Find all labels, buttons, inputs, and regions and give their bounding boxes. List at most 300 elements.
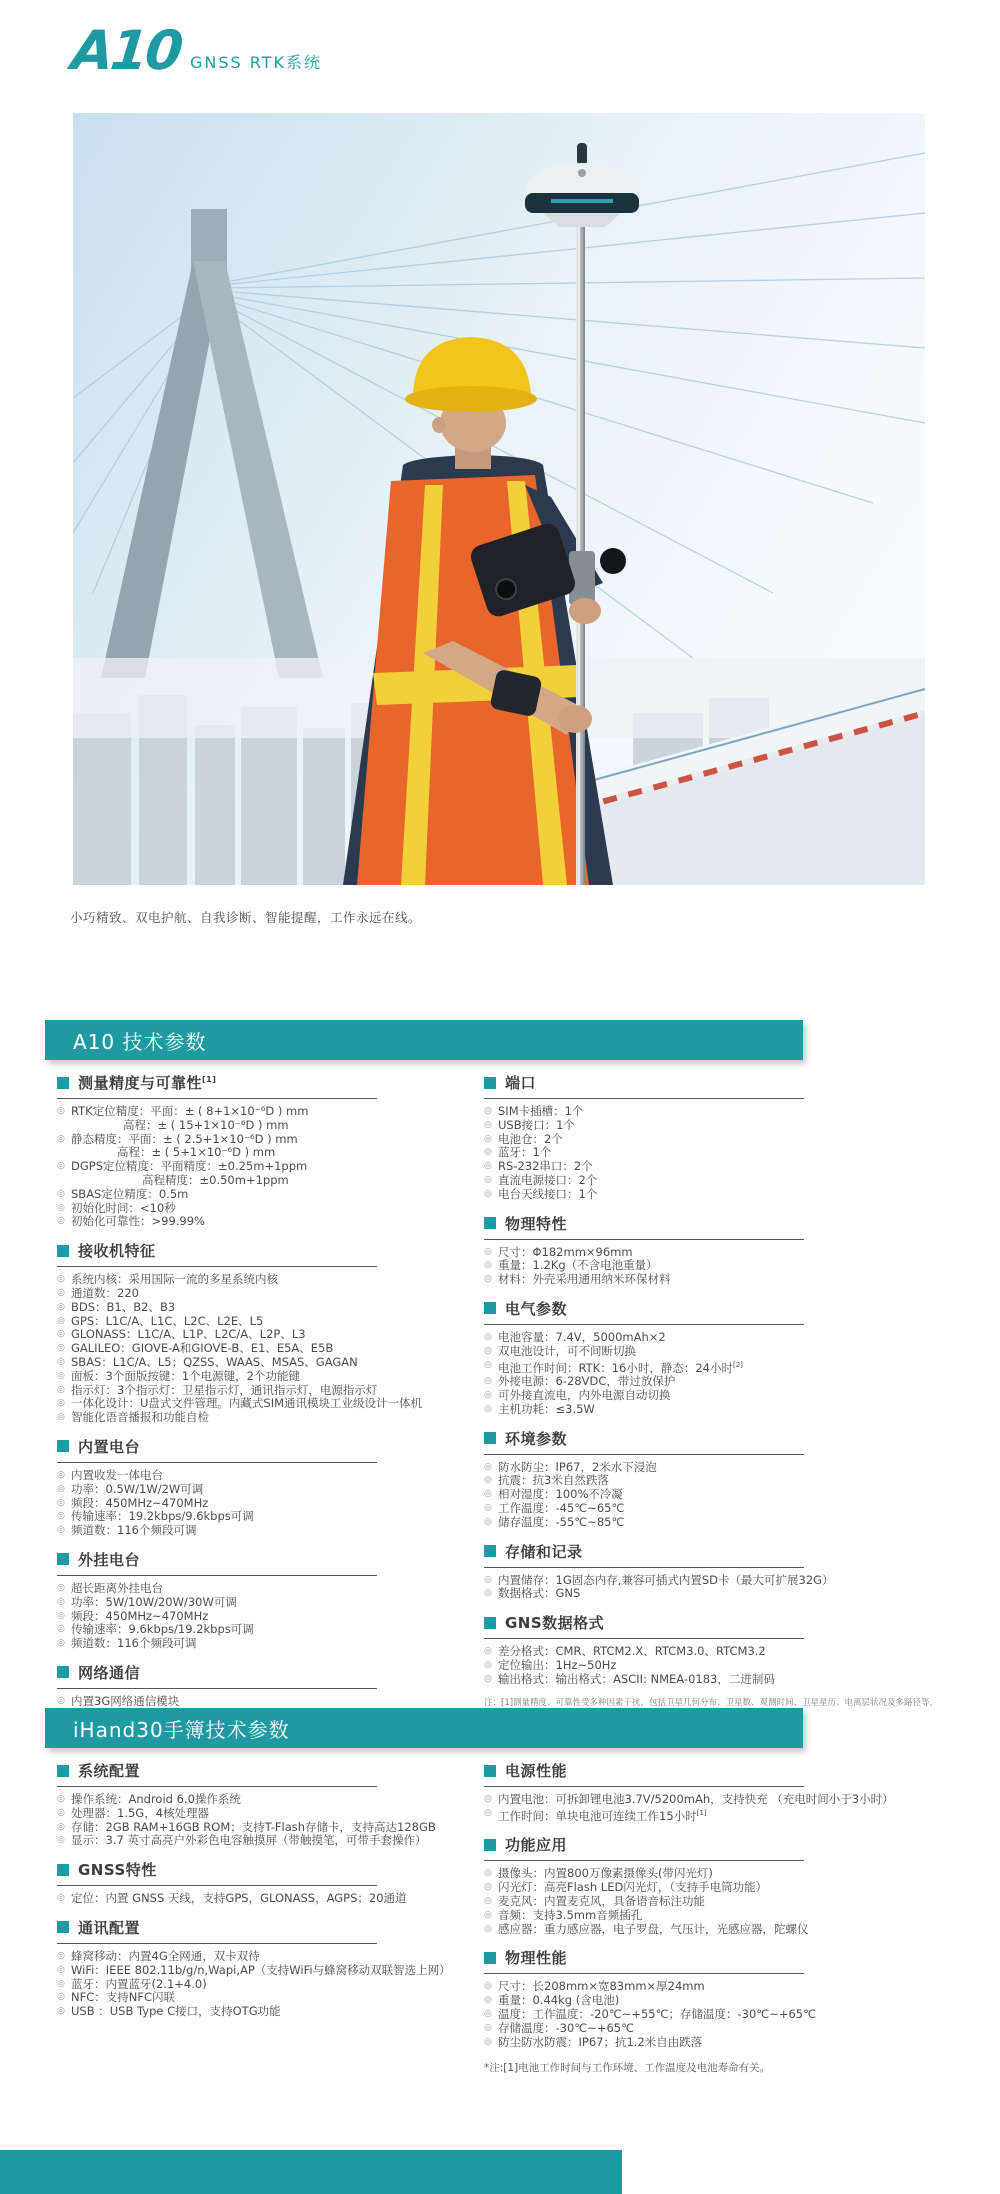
spec-item	[57, 1637, 487, 1651]
section-header	[484, 1834, 804, 1861]
section-marker-icon	[57, 1553, 69, 1565]
section-marker-icon	[57, 1440, 69, 1452]
bullet-icon: ◎	[57, 1202, 65, 1213]
bullet-icon: ◎	[57, 2006, 65, 2017]
spec-section	[484, 1947, 914, 2049]
bullet-icon: ◎	[484, 2022, 492, 2033]
section-header	[484, 1428, 804, 1455]
bullet-icon: ◎	[484, 1119, 492, 1130]
bullet-icon: ◎	[484, 1274, 492, 1285]
bullet-icon: ◎	[484, 1868, 492, 1879]
section-header	[484, 1947, 804, 1974]
bullet-icon: ◎	[57, 1398, 65, 1409]
spec-item	[484, 1146, 914, 1160]
section-marker-icon	[57, 1245, 69, 1257]
spec-item-list	[484, 1331, 914, 1417]
bullet-icon: ◎	[57, 1216, 65, 1227]
section-header	[484, 1298, 804, 1325]
bullet-icon: ◎	[57, 1188, 65, 1199]
spec-item	[57, 1793, 487, 1807]
spec-item: ◎ 电池工作时间：RTK：16小时，静态：24小时[2]	[484, 1359, 743, 1375]
spec-item	[484, 1246, 914, 1260]
spec-item-text: 尺寸：长208mm×宽83mm×厚24mm	[498, 1979, 705, 1994]
bullet-icon: ◎	[57, 1610, 65, 1621]
section-title: 内置电台	[78, 1437, 141, 1456]
spec-item-text: 系统内核：采用国际一流的多星系统内核	[71, 1272, 278, 1287]
spec-item-text: 传输速率：19.2kbps/9.6kbps可调	[71, 1509, 254, 1524]
bullet-icon: ◎	[57, 1384, 65, 1395]
section-header	[57, 1917, 377, 1944]
spec-item	[57, 1821, 487, 1835]
spec-item	[484, 1502, 914, 1516]
section-marker-icon	[57, 1765, 69, 1777]
spec-item-text: DGPS定位精度：平面精度：±0.25m+1ppm	[71, 1159, 308, 1174]
spec-item	[484, 1895, 914, 1909]
section-header	[484, 1612, 804, 1639]
spec-item-text: 双电池设计，可不间断切换	[498, 1343, 636, 1358]
spec-item-text: 存储：2GB RAM+16GB ROM；支持T-Flash存储卡，支持高达128GB	[71, 1819, 436, 1834]
section-title: GNS数据格式	[505, 1614, 605, 1633]
spec-item-text: 材料：外壳采用通用纳米环保材料	[498, 1272, 671, 1287]
spec-item	[484, 1345, 914, 1359]
spec-item	[484, 1923, 914, 1937]
footnote: *注:[1]电池工作时间与工作环境、工作温度及电池寿命有关。	[484, 2062, 771, 2075]
spec-section	[57, 1917, 487, 2019]
bullet-icon: ◎	[57, 1356, 65, 1367]
spec-section	[484, 1213, 914, 1287]
spec-item-text: 摄像头：内置800万像素摄像头(带闪光灯)	[498, 1866, 713, 1881]
spec-item	[57, 1497, 487, 1511]
section-marker-icon	[484, 1765, 496, 1777]
bullet-icon: ◎	[484, 1923, 492, 1934]
spec-item	[484, 1994, 914, 2008]
spec-item-text: 电台天线接口：1个	[498, 1186, 598, 1201]
bullet-icon: ◎	[484, 1246, 492, 1257]
spec-item-text: 高程精度：±0.50m+1ppm	[142, 1172, 289, 1187]
spec-item	[57, 1215, 487, 1229]
spec-item-text: BDS：B1、B2、B3	[71, 1299, 176, 1314]
bullet-icon: ◎	[57, 1370, 65, 1381]
footer-accent-bar	[0, 2150, 622, 2194]
section-marker-icon	[484, 1839, 496, 1851]
spec-item-text: 定位输出：1Hz~50Hz	[498, 1657, 617, 1672]
spec-item	[57, 1469, 487, 1483]
section-title: 存储和记录	[505, 1542, 583, 1561]
bullet-icon: ◎	[484, 1133, 492, 1144]
bullet-icon: ◎	[57, 1469, 65, 1480]
spec-item-list	[484, 1246, 914, 1287]
section-title: 物理特性	[505, 1214, 568, 1233]
spec-item	[484, 1516, 914, 1530]
section-title: 外挂电台	[78, 1550, 141, 1569]
spec-item-text: 传输速率：9.6kbps/19.2kbps可调	[71, 1622, 254, 1637]
spec-item-text: RTK定位精度：平面：± ( 8+1×10⁻⁶D ) mm	[71, 1104, 309, 1118]
section-header	[57, 1859, 377, 1886]
section-title: 端口	[505, 1074, 537, 1092]
spec-item	[57, 1978, 487, 1992]
spec-item	[484, 1259, 914, 1273]
bullet-icon: ◎	[57, 1893, 65, 1904]
bullet-icon: ◎	[57, 1133, 65, 1144]
spec-item-list	[484, 1461, 914, 1530]
brand-logo	[68, 19, 322, 82]
spec-item-text: 指示灯：3个指示灯：卫星指示灯，通讯指示灯，电源指示灯	[71, 1382, 378, 1397]
spec-item-list	[484, 1645, 914, 1686]
bullet-icon: ◎	[484, 1502, 492, 1513]
spec-column	[484, 1072, 939, 1720]
spec-item-text: 功率：5W/10W/20W/30W可调	[71, 1594, 237, 1609]
bullet-icon: ◎	[484, 1161, 492, 1172]
section-title: 电源性能	[505, 1762, 568, 1780]
spec-item-text: 内置电池：可拆卸锂电池3.7V/5200mAh，支持快充 （充电时间小于3小时）	[498, 1792, 894, 1806]
bullet-icon: ◎	[57, 1582, 65, 1593]
spec-item-text: 高程：± ( 15+1×10⁻⁶D ) mm	[123, 1117, 289, 1132]
spec-item	[484, 1461, 914, 1475]
spec-item-text: 音频：支持3.5mm音频插孔	[498, 1907, 643, 1922]
spec-section	[484, 1612, 914, 1686]
bullet-icon: ◎	[484, 1345, 492, 1356]
spec-item-text: 面板：3个面版按键：1个电源键，2个功能键	[71, 1368, 300, 1383]
spec-item-text: 差分格式：CMR、RTCM2.X、RTCM3.0、RTCM3.2	[498, 1644, 766, 1659]
spec-item-list	[484, 1980, 914, 2049]
bullet-icon: ◎	[57, 1161, 65, 1172]
section-title: GNSS特性	[78, 1861, 157, 1880]
bullet-icon: ◎	[484, 1794, 492, 1804]
spec-item-text: 定位：内置 GNSS 天线，支持GPS，GLONASS，AGPS；20通道	[71, 1891, 407, 1906]
bullet-icon: ◎	[484, 1909, 492, 1920]
spec-item-text: SIM卡插槽：1个	[498, 1104, 584, 1118]
bullet-icon: ◎	[57, 1695, 65, 1706]
section-title: 环境参数	[505, 1429, 568, 1448]
spec-item-text: 抗震：抗3米自然跌落	[498, 1473, 609, 1488]
spec-item-text: 储存温度：-55℃~85℃	[498, 1514, 625, 1529]
spec-item	[484, 1793, 914, 1807]
section-header	[57, 1240, 377, 1267]
spec-item-text: 频道数：116个频段可调	[71, 1523, 197, 1538]
spec-item	[57, 1596, 487, 1610]
section-title: 接收机特征	[78, 1242, 156, 1261]
spec-item-text: 温度：工作温度：-20℃~+55℃；存储温度：-30℃~+65℃	[498, 2007, 817, 2021]
bullet-icon: ◎	[484, 1807, 492, 1818]
spec-item	[57, 2005, 487, 2019]
section-marker-icon	[484, 1432, 496, 1444]
spec-item	[57, 1834, 487, 1848]
bullet-icon: ◎	[484, 1106, 492, 1116]
spec-item	[57, 1342, 487, 1356]
spec-item	[484, 1403, 914, 1417]
section-title: 网络通信	[78, 1663, 141, 1682]
spec-item-text: 内置3G网络通信模块	[71, 1693, 180, 1708]
bullet-icon: ◎	[484, 1475, 492, 1486]
spec-item-text: 蓝牙：1个	[498, 1145, 552, 1160]
spec-item-text: 数据格式：GNS	[498, 1586, 581, 1601]
spec-item	[57, 1411, 487, 1425]
spec-item	[57, 1188, 487, 1202]
section-header	[484, 1541, 804, 1568]
spec-item	[57, 1582, 487, 1596]
spec-item	[484, 1174, 914, 1188]
spec-section	[57, 1549, 487, 1651]
bullet-icon: ◎	[484, 1147, 492, 1158]
spec-item-list	[57, 1469, 487, 1538]
section-marker-icon	[57, 1921, 69, 1933]
bullet-icon: ◎	[484, 1588, 492, 1599]
spec-item-text: 存储温度：-30℃~+65℃	[498, 2020, 635, 2035]
panel-title: iHand30手簿技术参数	[73, 1717, 290, 1742]
bullet-icon: ◎	[484, 1882, 492, 1893]
spec-item	[484, 1119, 914, 1133]
spec-item	[57, 1807, 487, 1821]
spec-item-text: GALILEO：GIOVE-A和GIOVE-B、E1、E5A、E5B	[71, 1341, 334, 1356]
spec-column	[57, 1760, 487, 2030]
spec-item	[484, 1587, 914, 1601]
section-header	[57, 1549, 377, 1576]
spec-item	[57, 1964, 487, 1978]
section-title: 系统配置	[78, 1762, 141, 1780]
bullet-icon: ◎	[57, 1978, 65, 1989]
spec-item	[484, 1881, 914, 1895]
section-header	[57, 1760, 377, 1787]
bullet-icon: ◎	[484, 1659, 492, 1670]
brand-name: A10	[68, 19, 184, 82]
section-marker-icon	[484, 1545, 496, 1557]
spec-item-list	[484, 1105, 914, 1202]
panel-title-bar-a10	[45, 1020, 803, 1060]
spec-item	[484, 1980, 914, 1994]
spec-item-text: RS-232串口：2个	[498, 1159, 593, 1174]
section-header	[484, 1760, 804, 1787]
bullet-icon: ◎	[57, 1301, 65, 1312]
spec-item-text: USB ：USB Type C接口，支持OTG功能	[71, 2004, 281, 2019]
spec-item	[484, 1331, 914, 1345]
spec-column	[57, 1072, 487, 1734]
spec-item	[484, 1389, 914, 1403]
bullet-icon: ◎	[484, 1574, 492, 1585]
bullet-icon: ◎	[57, 1807, 65, 1818]
bullet-icon: ◎	[57, 1274, 65, 1285]
spec-item	[57, 1287, 487, 1301]
hero-photo-scene	[73, 113, 925, 885]
spec-section	[57, 1240, 487, 1425]
bullet-icon: ◎	[57, 1497, 65, 1508]
bullet-icon: ◎	[57, 1511, 65, 1522]
hero-photo	[73, 113, 925, 885]
bullet-icon: ◎	[57, 1821, 65, 1832]
spec-item-text: 重量：1.2Kg（不含电池重量）	[498, 1258, 658, 1273]
spec-item-text: 电池容量：7.4V，5000mAh×2	[498, 1329, 666, 1344]
spec-item	[484, 1133, 914, 1147]
spec-item	[57, 1273, 487, 1287]
spec-item-text: 蓝牙：内置蓝牙(2.1+4.0)	[71, 1976, 207, 1991]
bullet-icon: ◎	[57, 1596, 65, 1607]
spec-item-text: 电池仓：2个	[498, 1131, 563, 1146]
spec-section	[484, 1760, 914, 1823]
spec-item	[57, 1174, 487, 1188]
spec-item	[57, 1384, 487, 1398]
spec-item-list	[57, 1582, 487, 1651]
spec-item	[484, 1105, 914, 1119]
spec-item-list	[484, 1574, 914, 1602]
bullet-icon: ◎	[57, 1794, 65, 1804]
spec-item-text: 智能化语音播报和功能自检	[71, 1410, 209, 1425]
bullet-icon: ◎	[57, 1483, 65, 1494]
spec-item	[57, 1160, 487, 1174]
spec-item	[57, 1623, 487, 1637]
spec-item-list	[484, 1867, 914, 1936]
spec-item	[57, 1119, 487, 1133]
bullet-icon: ◎	[484, 1174, 492, 1185]
bullet-icon: ◎	[57, 1950, 65, 1961]
spec-item-text: 频道数：116个频段可调	[71, 1636, 197, 1651]
spec-section	[484, 1298, 914, 1417]
spec-item	[484, 1273, 914, 1287]
bullet-icon: ◎	[57, 1412, 65, 1423]
spec-item-text: 频段：450MHz~470MHz	[71, 1608, 209, 1623]
spec-item-list	[57, 1105, 487, 1229]
bullet-icon: ◎	[484, 1896, 492, 1907]
bullet-icon: ◎	[57, 1315, 65, 1326]
bullet-icon: ◎	[484, 1516, 492, 1527]
spec-item	[484, 1474, 914, 1488]
bullet-icon: ◎	[57, 1992, 65, 2003]
bullet-icon: ◎	[57, 1964, 65, 1975]
spec-item-text: 通道数：220	[71, 1285, 139, 1300]
spec-item	[57, 1315, 487, 1329]
spec-item	[57, 1892, 487, 1906]
spec-item-text: 蜂窝移动：内置4G全网通，双卡双待	[71, 1948, 260, 1963]
bullet-icon: ◎	[484, 1646, 492, 1657]
spec-item	[57, 1301, 487, 1315]
bullet-icon: ◎	[484, 1403, 492, 1414]
spec-item: ◎ 工作时间：单块电池可连续工作15小时[1]	[484, 1807, 707, 1823]
spec-item-text: 初始化可靠性：>99.99%	[71, 1214, 205, 1229]
spec-item-text: 显示：3.7 英寸高亮户外彩色电容触摸屏（带触摸笔，可带手套操作）	[71, 1833, 427, 1848]
bullet-icon: ◎	[484, 2036, 492, 2047]
bullet-icon: ◎	[484, 1188, 492, 1199]
spec-item	[484, 1659, 914, 1673]
bullet-icon: ◎	[57, 1624, 65, 1635]
spec-section	[484, 1541, 914, 1602]
bullet-icon: ◎	[484, 1995, 492, 2006]
section-marker-icon	[484, 1617, 496, 1629]
spec-item-text: 频段：450MHz~470MHz	[71, 1495, 209, 1510]
spec-item-text: 直流电源接口：2个	[498, 1172, 598, 1187]
spec-column	[484, 1760, 914, 2075]
section-header	[57, 1072, 377, 1099]
bullet-icon: ◎	[484, 1981, 492, 1992]
spec-item-text: 处理器：1.5G，4核处理器	[71, 1805, 210, 1820]
spec-item-text: 外接电源：6-28VDC，带过放保护	[498, 1374, 676, 1389]
bullet-icon: ◎	[484, 1673, 492, 1684]
section-marker-icon	[57, 1666, 69, 1678]
spec-item	[484, 1160, 914, 1174]
section-marker-icon	[484, 1952, 496, 1964]
spec-item-text: WiFi：IEEE 802.11b/g/n,Wapi,AP（支持WiFi与蜂窝移动双联智选上网）	[71, 1962, 451, 1977]
spec-item	[484, 2036, 914, 2050]
spec-item-list	[57, 1273, 487, 1425]
spec-item	[57, 1328, 487, 1342]
bullet-icon: ◎	[57, 1329, 65, 1340]
spec-item-text: 高程：± ( 5+1×10⁻⁶D ) mm	[117, 1145, 276, 1160]
spec-item	[57, 1991, 487, 2005]
spec-section	[484, 1428, 914, 1530]
spec-item	[484, 1488, 914, 1502]
spec-item-text: 工作温度：-45℃~65℃	[498, 1500, 625, 1515]
spec-item	[57, 1370, 487, 1384]
spec-item	[484, 1375, 914, 1389]
spec-item-list	[57, 1950, 487, 2019]
spec-item-text: 可外接直流电，内外电源自动切换	[498, 1387, 671, 1402]
spec-item-text: 尺寸：Φ182mm×96mm	[498, 1244, 633, 1259]
bullet-icon: ◎	[484, 2009, 492, 2019]
spec-item	[57, 1524, 487, 1538]
section-header	[484, 1072, 804, 1099]
section-header	[57, 1436, 377, 1463]
spec-item	[57, 1146, 487, 1160]
section-title: 物理性能	[505, 1949, 568, 1968]
spec-item-list	[484, 1793, 914, 1823]
spec-section	[57, 1760, 487, 1848]
spec-item-text: 感应器：重力感应器，电子罗盘，气压计，光感应器，陀螺仪	[498, 1921, 809, 1936]
bullet-icon: ◎	[484, 1461, 492, 1472]
spec-item-list	[57, 1892, 487, 1906]
spec-section	[57, 1072, 487, 1229]
spec-item-text: NFC：支持NFC闪联	[71, 1990, 175, 2005]
section-marker-icon	[57, 1077, 69, 1089]
spec-item-text: 相对湿度：100%不冷凝	[498, 1487, 623, 1502]
spec-item-text: 工作时间：单块电池可连续工作15小时	[498, 1808, 697, 1823]
spec-section	[57, 1859, 487, 1906]
hero-caption: 小巧精致、双电护航、自我诊断、智能提醒，工作永远在线。	[70, 910, 422, 925]
spec-item-text: 内置储存：1G固态内存,兼容可插式内置SD卡（最大可扩展32G）	[498, 1572, 834, 1587]
spec-item	[484, 1645, 914, 1659]
spec-item	[484, 1867, 914, 1881]
spec-item	[57, 1133, 487, 1147]
spec-item-text: 电池工作时间：RTK：16小时，静态：24小时	[498, 1360, 733, 1375]
bullet-icon: ◎	[484, 1359, 492, 1370]
spec-section	[484, 1834, 914, 1936]
spec-item	[57, 1105, 487, 1119]
spec-item	[484, 1909, 914, 1923]
section-header	[484, 1213, 804, 1240]
bullet-icon: ◎	[57, 1343, 65, 1354]
spec-item	[57, 1510, 487, 1524]
section-header	[57, 1662, 377, 1689]
spec-item-text: 内置收发一体电台	[71, 1467, 163, 1482]
spec-item-text: SBAS：L1C/A、L5；QZSS、WAAS、MSAS、GAGAN	[71, 1354, 358, 1369]
spec-item-text: 闪光灯：高亮Flash LED闪光灯，（支持手电筒功能）	[498, 1880, 768, 1895]
spec-item-text: 操作系统：Android 6.0操作系统	[71, 1792, 241, 1806]
bullet-icon: ◎	[484, 1260, 492, 1271]
spec-item	[484, 1574, 914, 1588]
spec-item	[57, 1610, 487, 1624]
spec-item-text: 一体化设计：U盘式文件管理。内藏式SIM通讯模块工业级设计一体机	[71, 1396, 423, 1411]
spec-item-text: 麦克风：内置麦克风，具备语音标注功能	[498, 1894, 705, 1909]
section-marker-icon	[484, 1217, 496, 1229]
spec-item	[484, 1188, 914, 1202]
spec-item	[57, 1695, 487, 1709]
bullet-icon: ◎	[484, 1489, 492, 1500]
bullet-icon: ◎	[57, 1525, 65, 1536]
spec-item	[484, 1673, 914, 1687]
spec-item-text: 重量：0.44kg (含电池)	[498, 1993, 620, 2008]
spec-item-text: GPS：L1C/A、L1C、L2C、L2E、L5	[71, 1313, 264, 1328]
section-marker-icon	[484, 1302, 496, 1314]
spec-item-text: 超长距离外挂电台	[71, 1580, 163, 1595]
panel-title-bar-ihand30	[45, 1708, 803, 1748]
bullet-icon: ◎	[57, 1638, 65, 1649]
spec-item-text: 初始化时间：<10秒	[71, 1200, 176, 1215]
